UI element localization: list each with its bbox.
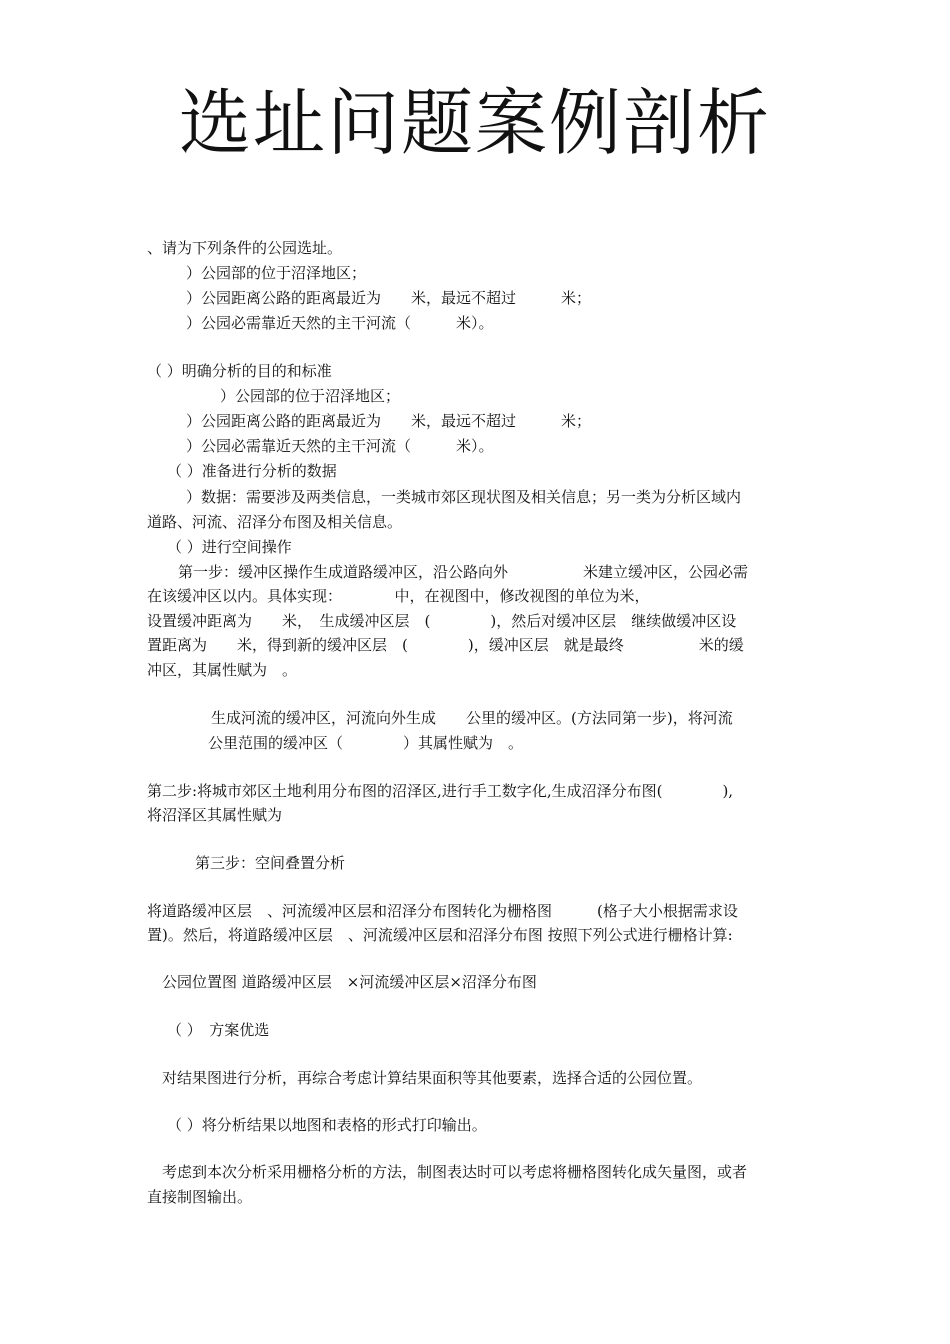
condition-3: ）公园必需靠近天然的主干河流（ 米）。 [186, 314, 494, 332]
goal-1: ）公园部的位于沼泽地区； [220, 387, 401, 405]
goal-3: ）公园必需靠近天然的主干河流（ 米）。 [186, 437, 494, 455]
section-heading-optimization: （ ） 方案优选 [167, 1021, 270, 1039]
step2-line-1: 第二步:将城市郊区土地利用分布图的沼泽区,进行手工数字化,生成沼泽分布图( ), [147, 782, 734, 800]
conclusion-line-1: 考虑到本次分析采用栅格分析的方法，制图表达时可以考虑将栅格图转化成矢量图，或者 [162, 1163, 748, 1181]
step3-heading: 第三步：空间叠置分析 [195, 854, 346, 872]
step1-line-1: 第一步：缓冲区操作生成道路缓冲区，沿公路向外 米建立缓冲区，公园必需 [178, 563, 749, 581]
step1-line-4: 置距离为 米，得到新的缓冲区层 ( )，缓冲区层 就是最终 米的缓 [147, 636, 744, 654]
step2-line-2: 将沼泽区其属性赋为 [147, 806, 283, 824]
question-intro: 、请为下列条件的公园选址。 [147, 239, 343, 257]
step1-line-2: 在该缓冲区以内。具体实现： 中，在视图中，修改视图的单位为米， [147, 587, 650, 605]
condition-1: ）公园部的位于沼泽地区； [186, 264, 367, 282]
data-paragraph-line-1: ）数据：需要涉及两类信息，一类城市郊区现状图及相关信息；另一类为分析区域内 [186, 488, 742, 506]
overlay-line-2: 置)。然后，将道路缓冲区层 、河流缓冲区层和沼泽分布图 按照下列公式进行栅格计算: [147, 926, 733, 944]
section-heading-spatial-ops: （ ）进行空间操作 [167, 538, 292, 556]
step1-line-5: 冲区，其属性赋为 。 [147, 661, 298, 679]
section-heading-output: （ ）将分析结果以地图和表格的形式打印输出。 [167, 1116, 487, 1134]
formula: 公园位置图 道路缓冲区层 ×河流缓冲区层×沼泽分布图 [162, 973, 537, 991]
conclusion-line-2: 直接制图输出。 [147, 1188, 253, 1206]
step1-line-3: 设置缓冲距离为 米， 生成缓冲区层 ( )，然后对缓冲区层 继续做缓冲区设 [147, 612, 737, 630]
data-paragraph-line-2: 道路、河流、沼泽分布图及相关信息。 [147, 513, 403, 531]
section-heading-goals: （ ）明确分析的目的和标准 [147, 362, 332, 380]
goal-2: ）公园距离公路的距离最近为 米，最远不超过 米； [186, 412, 592, 430]
page-title: 选址问题案例剖析 [178, 81, 771, 165]
condition-2: ）公园距离公路的距离最近为 米，最远不超过 米； [186, 289, 592, 307]
river-buffer-line-1: 生成河流的缓冲区，河流向外生成 公里的缓冲区。(方法同第一步)，将河流 [211, 709, 733, 727]
overlay-line-1: 将道路缓冲区层 、河流缓冲区层和沼泽分布图转化为栅格图 (格子大小根据需求设 [147, 902, 738, 920]
river-buffer-line-2: 公里范围的缓冲区（ ）其属性赋为 。 [208, 734, 524, 752]
section-heading-data: （ ）准备进行分析的数据 [167, 462, 337, 480]
optimization-paragraph: 对结果图进行分析，再综合考虑计算结果面积等其他要素，选择合适的公园位置。 [162, 1069, 703, 1087]
